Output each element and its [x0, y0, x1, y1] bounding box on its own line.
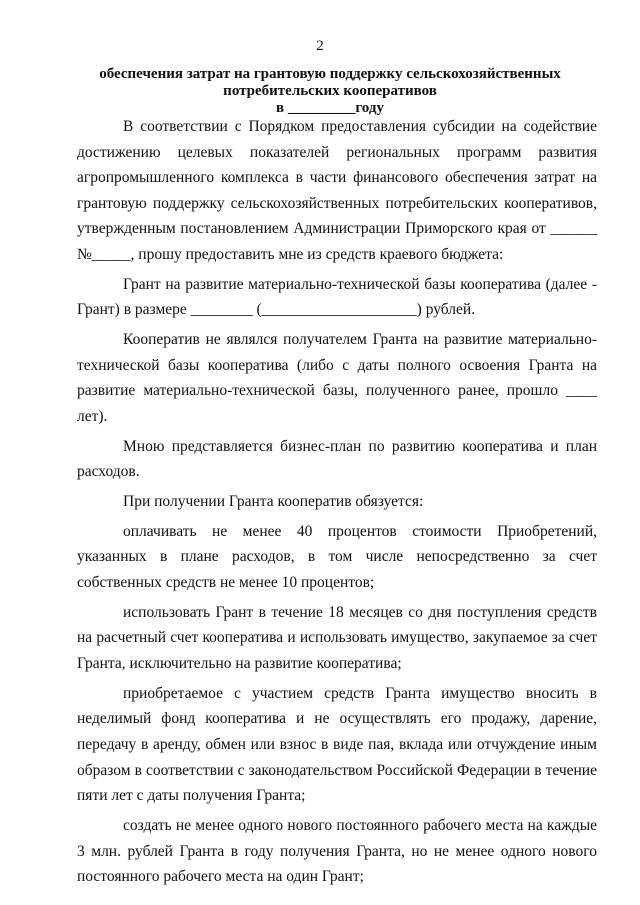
paragraph-grant-amount: Грант на развитие материально-технической базы кооператива (далее - Грант) в размере ________ (____________________) рублей. — [77, 275, 597, 319]
paragraph-obligation-payment: оплачивать не менее 40 процентов стоимости Приобретений, указанных в плане расходов, в том числе непосредственно за счет собственных средств не менее 10 процентов; — [77, 522, 597, 592]
paragraph-business-plan: Мною представляется бизнес-план по развитию кооператива и план расходов. — [77, 437, 597, 481]
header-line-1: обеспечения затрат на грантовую поддержку сельскохозяйственных — [99, 66, 561, 82]
paragraph-obligation-jobs: создать не менее одного нового постоянного рабочего места на каждые 3 млн. рублей Гранта в году получения Гранта, но не менее одного нового постоянного рабочего места на один Грант; — [77, 816, 597, 886]
document-header — [60, 66, 600, 117]
paragraph-prior-grant: Кооператив не являлся получателем Гранта на развитие материально-технической базы кооператива (либо с даты полного освоения Гранта на развитие материально-технической базы, полученного ранее, прошло ____ лет). — [77, 331, 597, 425]
paragraph-obligations-intro: При получении Гранта кооператив обязуется: — [123, 493, 424, 511]
paragraph-obligation-usage: использовать Грант в течение 18 месяцев со дня поступления средств на расчетный счет кооператива и использовать имущество, закупаемое за счет Гранта, исключительно на развитие кооператива; — [77, 603, 597, 672]
header-line-2: потребительских кооперативов — [223, 83, 437, 99]
page-number: 2 — [316, 38, 324, 54]
paragraph-obligation-property: приобретаемое с участием средств Гранта имущество вносить в неделимый фонд кооператива и не осуществлять его продажу, дарение, передачу в аренду, обмен или взнос в виде пая, вклада или отчуждение иным образом в соответствии с законодательством Российской Федерации в течение пяти лет с даты получения Гранта; — [77, 684, 597, 805]
document-body — [77, 114, 597, 890]
paragraph-request: В соответствии с Порядком предоставления субсидии на содействие достижению целевых показателей региональных программ развития агропромышленного комплекса в части финансового обеспечения затрат на грантовую поддержку сельскохозяйственных потребительских кооперативов, утвержденным постановлением Администрации Приморского края от ______ №_____, прошу предоставить мне из средств краевого бюджета: — [77, 118, 597, 263]
header-line-3: в _________году — [276, 100, 384, 116]
